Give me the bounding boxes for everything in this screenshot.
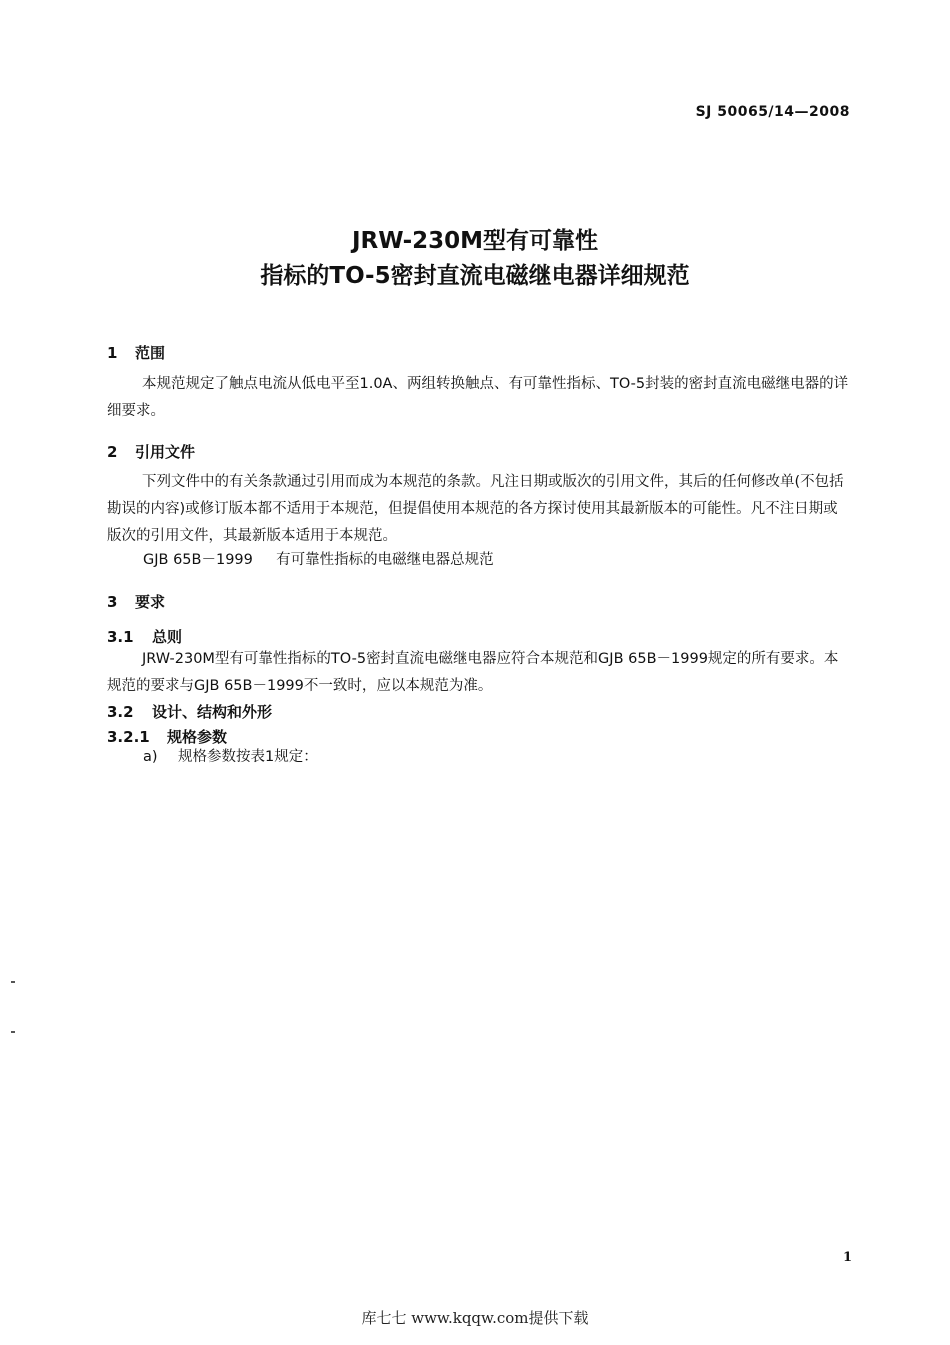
- document-title-line1: JRW-230M型有可靠性: [351, 228, 599, 254]
- section-1-number: 1: [107, 344, 118, 362]
- section-3-1-title: 总则: [152, 628, 183, 646]
- section-2-title: 引用文件: [135, 443, 196, 461]
- section-3-2-heading: [107, 701, 272, 722]
- section-3-number: 3: [107, 593, 118, 611]
- section-3-1-number: 3.1: [107, 628, 134, 646]
- section-3-title: 要求: [135, 593, 166, 611]
- section-3-2-1-number: 3.2.1: [107, 728, 150, 746]
- section-2-paragraph: 下列文件中的有关条款通过引用而成为本规范的条款。凡注日期或版次的引用文件，其后的任何修改单(不包括勘误的内容)或修订版本都不适用于本规范，但提倡使用本规范的各方探讨使用其最新版本的可能性。凡不注日期或版次的引用文件，其最新版本适用于本规范。: [107, 474, 844, 544]
- section-3-2-title: 设计、结构和外形: [152, 703, 273, 721]
- normative-reference: [143, 547, 494, 574]
- section-1-title: 范围: [135, 344, 166, 362]
- section-3-2-1-title: 规格参数: [167, 728, 228, 746]
- section-3-heading: [107, 591, 165, 612]
- page-number: 1: [842, 1250, 852, 1265]
- list-item-a: [143, 744, 318, 771]
- section-2-number: 2: [107, 443, 118, 461]
- scan-speck: [11, 981, 15, 983]
- document-title-line2: 指标的TO-5密封直流电磁继电器详细规范: [260, 263, 690, 289]
- section-3-1-heading: [107, 626, 182, 647]
- reference-title: 有可靠性指标的电磁继电器总规范: [276, 552, 494, 568]
- reference-code: GJB 65B－1999: [143, 552, 253, 568]
- list-item-a-text: 规格参数按表1规定：: [178, 749, 318, 765]
- section-3-1-paragraph: JRW-230M型有可靠性指标的TO-5密封直流电磁继电器应符合本规范和GJB 65B－1999规定的所有要求。本规范的要求与GJB 65B－1999不一致时，应以本规范为准。: [107, 651, 839, 694]
- section-1-body: [107, 371, 852, 425]
- section-1-heading: [107, 342, 165, 363]
- section-3-1-body: [107, 646, 852, 700]
- section-1-paragraph: 本规范规定了触点电流从低电平至1.0A、两组转换触点、有可靠性指标、TO-5封装的密封直流电磁继电器的详细要求。: [107, 376, 849, 419]
- section-3-2-number: 3.2: [107, 703, 134, 721]
- standard-number: SJ 50065/14—2008: [695, 104, 850, 120]
- section-2-body: [107, 469, 852, 550]
- scan-speck: [11, 1031, 15, 1033]
- section-2-heading: [107, 441, 195, 462]
- list-item-a-label: a): [143, 749, 158, 765]
- footer-watermark: 库七七 www.kqqw.com提供下载: [361, 1309, 589, 1327]
